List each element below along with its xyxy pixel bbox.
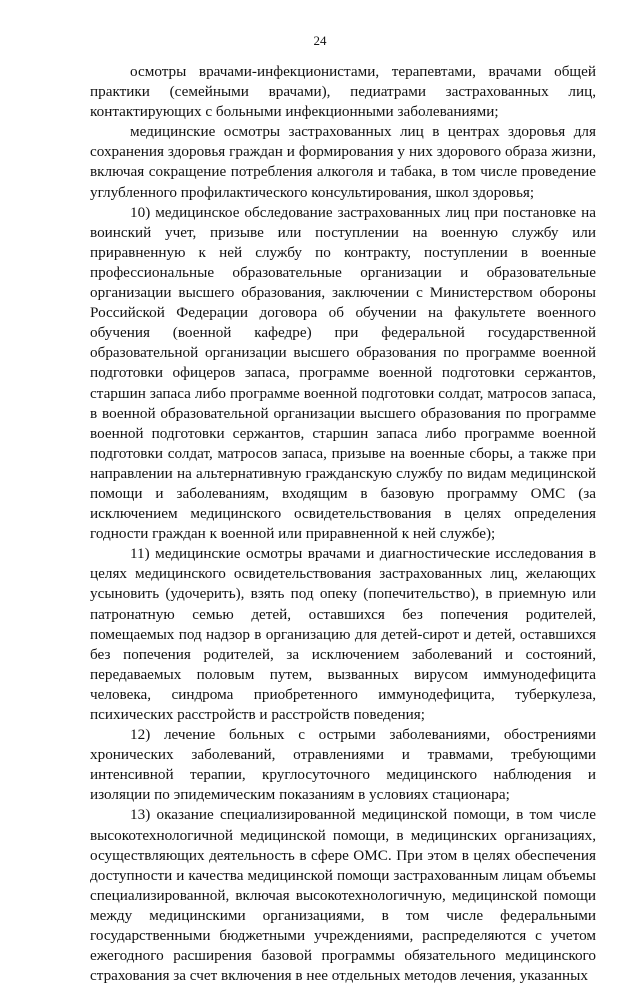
paragraph-item-12-acute-treatment: 12) лечение больных с острыми заболеваниями, обострениями хронических заболеваний, отравлениями и травмами, требующими интенсивной терапии, круглосуточного медицинского наблюдения и изоляции по эпидемическим показаниям в условиях стационара; xyxy=(90,726,596,804)
paragraph-item-10-military-exam: 10) медицинское обследование застрахованных лиц при постановке на воинский учет, призыве или поступлении на военную службу или приравненную к ней службу по контракту, поступлении в военные профессиональные образовательные организации и образовательные организации высшего образования, заключении с Министерством обороны Российской Федерации договора об обучении на факультете военного обучения (военной кафедре) при федеральной государственной образовательной организации высшего образования по программе военной подготовки офицеров запаса, программе военной подготовки сержантов, старшин запаса либо программе военной подготовки солдат, матросов запаса, в военной образовательной организации высшего образования по программе военной подготовки сержантов, старшин запаса либо программе военной подготовки солдат, матросов запаса, призыве на военные сборы, а также при направлении на альтернативную гражданскую службу по видам медицинской помощи и заболеваниям, входящим в базовую программу ОМС (за исключением медицинского освидетельствования в целях определения годности граждан к военной или приравненной к ней службе); xyxy=(90,203,596,543)
paragraph-health-centers: медицинские осмотры застрахованных лиц в центрах здоровья для сохранения здоровья граждан и формирования у них здорового образа жизни, включая сокращение потребления алкоголя и табака, в том числе проведение углубленного профилактического консультирования, школ здоровья; xyxy=(90,123,596,201)
page-number: 24 xyxy=(313,33,327,48)
paragraph-item-13-specialized-care: 13) оказание специализированной медицинской помощи, в том числе высокотехнологичной медицинской помощи, в медицинских организациях, осуществляющих деятельность в сфере ОМС. При этом в целях обеспечения доступности и качества медицинской помощи застрахованным лицам объемы специализированной, включая высокотехнологичную, медицинской помощи между медицинскими организациями, в том числе федеральными государственными бюджетными учреждениями, распределяются с учетом ежегодного расширения базовой программы обязательного медицинского страхования за счет включения в нее отдельных методов лечения, указанных xyxy=(90,806,596,985)
paragraph-infectious-exams: осмотры врачами-инфекционистами, терапевтами, врачами общей практики (семейными врачами), педиатрами застрахованных лиц, контактирующих с больными инфекционными заболеваниями; xyxy=(90,63,596,121)
document-body xyxy=(90,62,596,986)
paragraph-item-11-adoption-exam: 11) медицинские осмотры врачами и диагностические исследования в целях медицинского освидетельствования застрахованных лиц, желающих усыновить (удочерить), взять под опеку (попечительство), в приемную или патронатную семью детей, оставшихся без попечения родителей, помещаемых под надзор в организацию для детей-сирот и детей, оставшихся без попечения родителей, за исключением заболеваний и состояний, передаваемых половым путем, вызванных вирусом иммунодефицита человека, синдрома приобретенного иммунодефицита, туберкулеза, психических расстройств и расстройств поведения; xyxy=(90,545,596,723)
